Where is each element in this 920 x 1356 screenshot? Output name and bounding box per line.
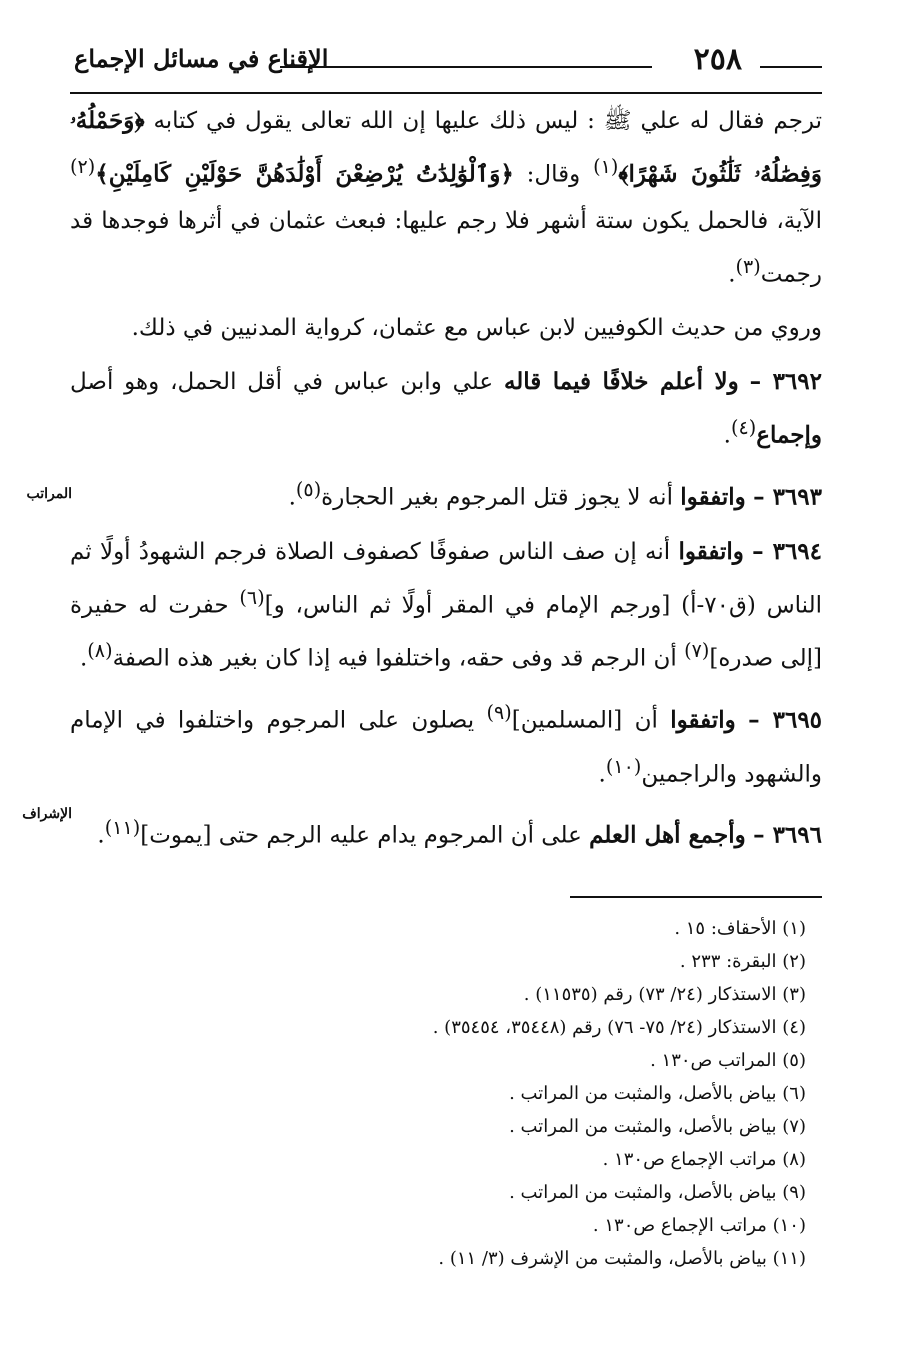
footnote-ref-3: (٣) xyxy=(735,254,761,278)
p1-intro: ترجم فقال له علي ﷺ : ليس ذلك عليها إن الله تعالى يقول في كتابه xyxy=(153,108,823,134)
footnote-ref-10: (١٠) xyxy=(605,754,642,778)
item-text-3: أن الرجم قد وفى حقه، واختلفوا فيه إذا كان بغير هذه الصفة xyxy=(112,645,677,672)
footnote: (٨) مراتب الإجماع ص١٣٠ . xyxy=(602,1149,806,1170)
footnote-ref-11: (١١) xyxy=(104,816,141,840)
item-number: ٣٦٩٥ – xyxy=(748,706,823,734)
footnote: (٧) بياض بالأصل، والمثبت من المراتب . xyxy=(509,1116,806,1137)
footnote: (٢) البقرة: ٢٣٣ . xyxy=(679,951,806,972)
footnote: (٣) الاستذكار (٢٤/ ٧٣) رقم (١١٥٣٥) . xyxy=(523,984,806,1005)
p4-end: . xyxy=(288,484,296,511)
item-bold-2: وإجماع xyxy=(756,421,822,449)
p1-rest: الآية، فالحمل يكون ستة أشهر فلا رجم عليها: فبعث عثمان في أثرها فوجدها قد رجمت xyxy=(70,207,822,288)
footnote-ref-7: (٧) xyxy=(684,639,710,663)
footnote: (١٠) مراتب الإجماع ص١٣٠ . xyxy=(592,1215,806,1236)
item-number: ٣٦٩٢ – xyxy=(749,368,822,396)
paragraph-1 xyxy=(70,98,822,297)
page-header xyxy=(70,40,822,94)
item-text: أن [المسلمين] xyxy=(511,707,658,734)
item-lead: واتفقوا xyxy=(670,706,736,734)
p7-end: . xyxy=(97,822,105,849)
footnote-ref-2: (٢) xyxy=(70,155,96,178)
footnote: (٤) الاستذكار (٢٤/ ٧٥- ٧٦) رقم (٣٥٤٤٨، ٣٥٤٥٤) . xyxy=(432,1017,806,1038)
footnote: (٩) بياض بالأصل، والمثبت من المراتب . xyxy=(509,1182,806,1203)
footnote-ref-1: (١) xyxy=(593,155,619,178)
p5-end: . xyxy=(79,645,88,672)
footnote-ref-8: (٨) xyxy=(87,639,113,663)
footnote-ref-9: (٩) xyxy=(486,700,512,724)
margin-note-maratib: المراتب xyxy=(26,486,72,502)
header-dash xyxy=(760,66,822,68)
quran-quote-1: ﴿وَحَمْلُهُۥ وَفِصَٰلُهُۥ ثَلَٰثُونَ شَهْرًا﴾ xyxy=(70,107,822,188)
margin-note-ishraf: الإشراف xyxy=(22,806,72,822)
footnote-separator xyxy=(570,896,822,898)
p3-end: . xyxy=(723,422,731,449)
footnote: (١١) بياض بالأصل، والمثبت من الإشرف (٣/ ١١) . xyxy=(438,1248,806,1269)
p6-end: . xyxy=(598,761,606,788)
paragraph-3695 xyxy=(70,690,822,797)
item-number: ٣٦٩٣ – xyxy=(753,483,822,511)
item-number: ٣٦٩٤ – xyxy=(752,537,823,565)
item-text: علي وابن عباس في أقل الحمل، وهو أصل xyxy=(70,369,494,396)
footnote-ref-4: (٤) xyxy=(730,416,757,440)
item-text: أنه إن صف الناس صفوفًا كصفوف الصلاة فرجم الشهودُ أولًا ثم الناس (ق٧٠-أ) [ورجم الإمام في المقر أولًا ثم الناس، و] xyxy=(70,538,822,619)
footnotes xyxy=(70,912,822,1275)
paragraph-3694 xyxy=(70,529,822,682)
main-text xyxy=(70,98,822,867)
page-number: ٢٥٨ xyxy=(684,42,752,77)
footnote: (٦) بياض بالأصل، والمثبت من المراتب . xyxy=(509,1083,806,1104)
item-lead: واتفقوا xyxy=(678,537,744,565)
footnote: (١) الأحقاف: ١٥ . xyxy=(674,918,806,939)
item-number: ٣٦٩٦ – xyxy=(753,821,822,849)
footnote-ref-5: (٥) xyxy=(295,477,322,501)
item-text-2: حفرت له حفيرة [إلى صدره] xyxy=(70,592,822,672)
item-lead: واتفقوا xyxy=(680,483,746,511)
item-text: على أن المرجوم يدام عليه الرجم حتى [يموت] xyxy=(140,822,582,849)
quran-quote-2: ﴿وَٱلْوَٰلِدَٰتُ يُرْضِعْنَ أَوْلَٰدَهُنَّ حَوْلَيْنِ كَامِلَيْنِ﴾ xyxy=(95,160,514,188)
header-rule xyxy=(280,66,652,68)
footnote-ref-6: (٦) xyxy=(239,585,265,609)
p1-mid: وقال: xyxy=(526,161,581,188)
paragraph-2: وروي من حديث الكوفيين لابن عباس مع عثمان، كرواية المدنيين في ذلك. xyxy=(131,315,822,342)
item-lead: ولا أعلم خلافًا فيما قاله xyxy=(503,368,739,396)
item-text-2: يصلون على المرجوم واختلفوا في الإمام والشهود والراجمين xyxy=(70,707,822,788)
book-title: الإقناع في مسائل الإجماع xyxy=(74,44,329,73)
item-lead: وأجمع أهل العلم xyxy=(589,821,746,849)
paragraph-3696 xyxy=(70,805,822,859)
paragraph-3692 xyxy=(70,359,822,459)
p1-end: . xyxy=(728,261,736,288)
footnote: (٥) المراتب ص١٣٠ . xyxy=(650,1050,806,1071)
item-text: أنه لا يجوز قتل المرجوم بغير الحجارة xyxy=(321,484,673,511)
paragraph-3693 xyxy=(70,467,822,521)
